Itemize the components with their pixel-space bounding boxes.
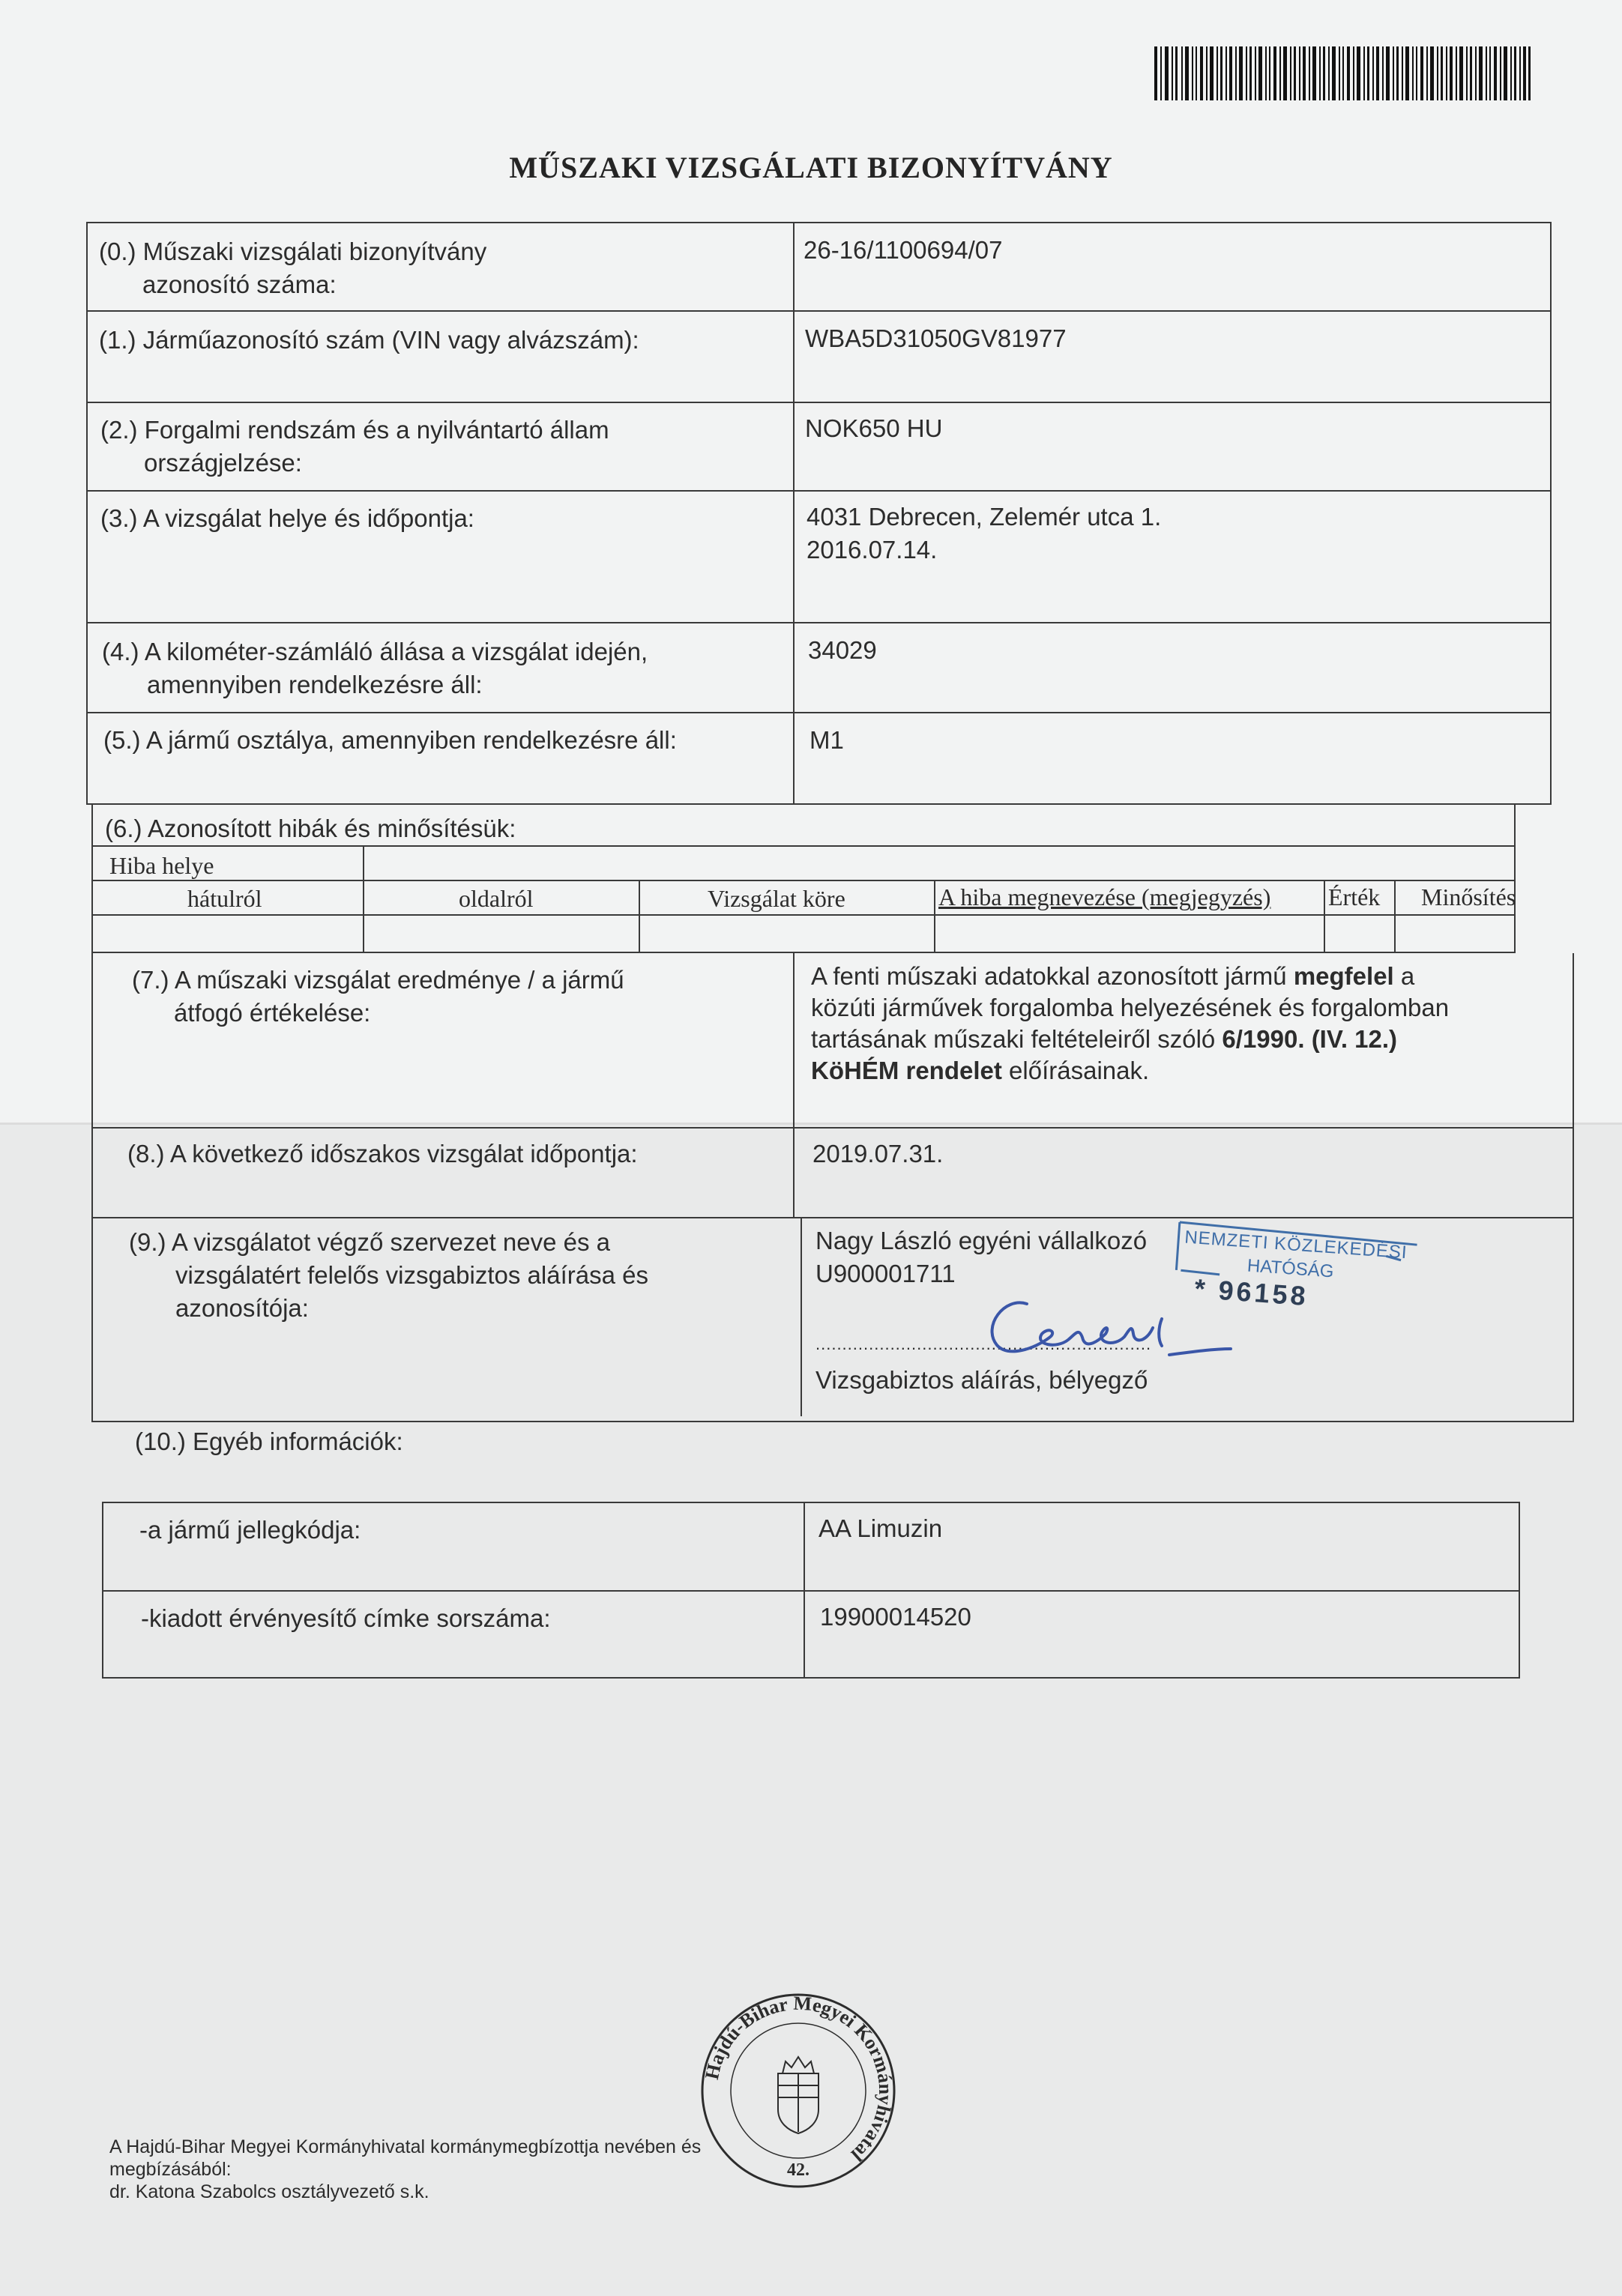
column-header-vizsgalat-kore: Vizsgálat köre xyxy=(708,885,845,912)
row-7-label: (7.) A műszaki vizsgálat eredménye / a jármű átfogó értékelése: xyxy=(132,966,624,1027)
row-12-value: 19900014520 xyxy=(820,1603,971,1631)
row-4-value: 34029 xyxy=(808,636,877,664)
seal-ring-text: Hajdú-Bihar Megyei Kormányhivatal xyxy=(700,1992,897,2166)
row-3-label: (3.) A vizsgálat helye és időpontja: xyxy=(100,504,474,532)
document-title: MŰSZAKI VIZSGÁLATI BIZONYÍTVÁNY xyxy=(509,151,1113,184)
column-divider xyxy=(1394,880,1396,953)
row-divider xyxy=(91,880,1516,881)
row-10-label: (10.) Egyéb információk: xyxy=(135,1428,403,1455)
row-6-label: (6.) Azonosított hibák és minősítésük: xyxy=(105,815,516,842)
row-divider xyxy=(86,622,1552,623)
row-divider xyxy=(91,1217,1574,1218)
column-header-hatulrol: hátulról xyxy=(187,885,262,912)
signature-caption: Vizsgabiztos aláírás, bélyegző xyxy=(815,1366,1148,1394)
column-header-ertek: Érték xyxy=(1328,883,1381,910)
row-2-value: NOK650 HU xyxy=(805,414,943,442)
column-divider xyxy=(1324,880,1325,953)
stamp-line-2: HATÓSÁG xyxy=(1246,1255,1335,1282)
row-0-value: 26-16/1100694/07 xyxy=(804,236,1003,264)
stamp xyxy=(1172,1212,1420,1324)
row-11-label: -a jármű jellegkódja: xyxy=(139,1516,361,1544)
row-0-label: (0.) Műszaki vizsgálati bizonyítvány azonosító száma: xyxy=(99,238,487,298)
column-divider xyxy=(639,880,640,953)
footer-text: A Hajdú-Bihar Megyei Kormányhivatal kormánymegbízottja nevében és megbízásából: dr. Katona Szabolcs osztályvezető s.k. xyxy=(109,2136,702,2202)
row-divider xyxy=(91,845,1516,847)
column-divider xyxy=(793,222,795,805)
signature-dots: ............................................................... xyxy=(815,1335,1152,1353)
row-1-label: (1.) Járműazonosító szám (VIN vagy alvázszám): xyxy=(99,326,639,354)
row-7-value: A fenti műszaki adatokkal azonosított jármű megfelel a közúti járművek forgalomba helyezésének és forgalomban tartásának műszaki feltételeiről szóló 6/1990. (IV. 12.) KöHÉM rendelet előírásainak. xyxy=(811,962,1450,1084)
seal-number: 42. xyxy=(787,2160,810,2180)
row-divider xyxy=(102,1590,1520,1592)
row-divider xyxy=(86,712,1552,713)
row-5-label: (5.) A jármű osztálya, amennyiben rendelkezésre áll: xyxy=(103,726,677,754)
row-1-value: WBA5D31050GV81977 xyxy=(805,324,1067,352)
column-divider xyxy=(793,953,795,1218)
row-divider xyxy=(86,490,1552,492)
column-header-hiba-megnevezese: A hiba megnevezése (megjegyzés) xyxy=(938,883,1271,910)
column-divider xyxy=(801,1217,802,1416)
barcode-icon xyxy=(1154,46,1531,100)
row-divider xyxy=(86,310,1552,312)
row-divider xyxy=(91,1127,1574,1129)
row-9-value: Nagy László egyéni vállalkozó U900001711 xyxy=(815,1227,1148,1287)
row-2-label: (2.) Forgalmi rendszám és a nyilvántartó állam országjelzése: xyxy=(100,416,609,477)
row-8-label: (8.) A következő időszakos vizsgálat időpontja: xyxy=(127,1140,638,1167)
column-header-oldalrol: oldalról xyxy=(459,885,534,912)
hiba-helye-header: Hiba helye xyxy=(109,852,214,879)
row-divider xyxy=(91,914,1516,916)
row-12-label: -kiadott érvényesítő címke sorszáma: xyxy=(141,1604,551,1632)
column-header-minosites: Minősítés xyxy=(1421,883,1516,910)
stamp-number: * 96158 xyxy=(1193,1272,1309,1312)
government-seal xyxy=(690,1990,907,2192)
row-4-label: (4.) A kilométer-számláló állása a vizsgálat idején, amennyiben rendelkezésre áll: xyxy=(102,638,648,698)
row-divider xyxy=(86,402,1552,403)
row-11-value: AA Limuzin xyxy=(818,1514,943,1542)
row-9-label: (9.) A vizsgálatot végző szervezet neve és a vizsgálatért felelős vizsgabiztos aláírása és azonosítója: xyxy=(129,1228,648,1322)
row-3-value: 4031 Debrecen, Zelemér utca 1. 2016.07.14. xyxy=(807,503,1162,564)
column-divider xyxy=(934,880,935,953)
column-divider xyxy=(363,845,364,953)
stamp-line-1: NEMZETI KÖZLEKEDÉSI xyxy=(1184,1227,1408,1263)
row-5-value: M1 xyxy=(810,726,844,754)
row-8-value: 2019.07.31. xyxy=(812,1140,944,1167)
